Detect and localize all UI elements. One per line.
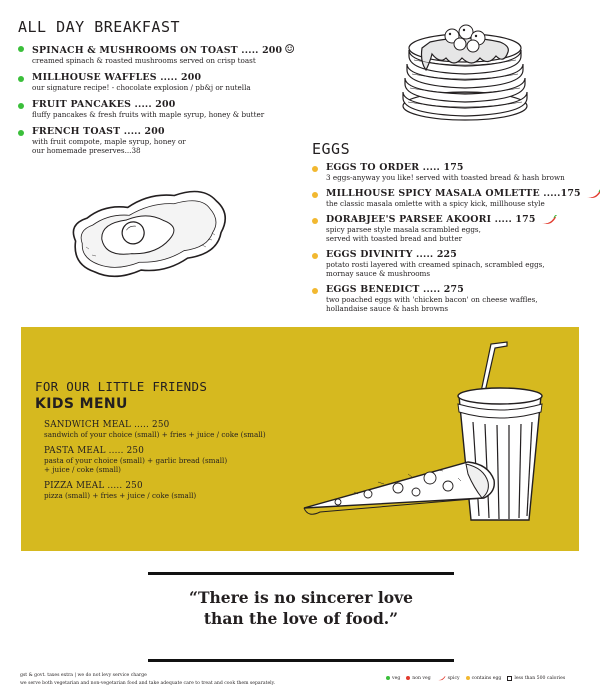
item-desc: the classic masala omlette with a spicy kick, millhouse style (326, 199, 545, 208)
low-calorie-icon (507, 676, 512, 681)
item-title: EGGS TO ORDER ..... 175 (326, 162, 464, 173)
item-title: PASTA MEAL ..... 250 (44, 446, 145, 456)
chili-icon (541, 215, 557, 225)
item-desc: two poached eggs with 'chicken bacon' on cheese waffles, (326, 295, 538, 304)
item-desc: potato rosti layered with creamed spinach, scrambled eggs, (326, 260, 545, 269)
breakfast-section (18, 18, 338, 162)
veg-dot-icon (18, 76, 24, 82)
item-title: FRUIT PANCAKES ..... 200 (32, 99, 176, 110)
quote-line: than the love of food.” (203, 609, 399, 628)
item-title: MILLHOUSE WAFFLES ..... 200 (32, 72, 202, 83)
egg-dot-icon (312, 166, 318, 172)
item-desc: mornay sauce & mushrooms (326, 269, 431, 278)
item-desc: creamed spinach & roasted mushrooms served on crisp toast (32, 56, 256, 65)
item-title: SPINACH & MUSHROOMS ON TOAST ..... 200 (32, 45, 283, 56)
item-desc: pasta of your choice (small) + garlic bread (small) (44, 456, 228, 465)
menu-item (312, 162, 592, 182)
pancake-stack-icon (390, 18, 540, 128)
egg-dot-icon (312, 218, 318, 224)
eggs-section (312, 140, 592, 319)
legend (386, 675, 565, 681)
menu-item (18, 72, 338, 92)
footer-notes (20, 672, 275, 688)
veg-dot-icon (18, 46, 24, 52)
menu-item (18, 126, 338, 155)
menu-item (44, 420, 324, 439)
kids-menu-list (44, 420, 324, 507)
veg-dot-icon (18, 130, 24, 136)
menu-item (44, 481, 324, 500)
item-title: EGGS BENEDICT ..... 275 (326, 284, 464, 295)
menu-item (44, 446, 324, 474)
veg-dot-icon (386, 676, 390, 680)
item-desc: sandwich of your choice (small) + fries + juice / coke (small) (44, 430, 266, 439)
item-title: PIZZA MEAL ..... 250 (44, 481, 143, 491)
menu-item (18, 99, 338, 119)
menu-item (312, 284, 592, 313)
item-desc: served with toasted bread and butter (326, 234, 463, 243)
menu-item (18, 42, 338, 65)
legend-spicy: spicy (437, 675, 460, 681)
legend-nonveg: non veg (406, 676, 430, 681)
item-desc: spicy parsee style masala scrambled eggs, (326, 225, 481, 234)
menu-item (312, 188, 592, 208)
egg-dot-icon (312, 253, 318, 259)
footer-note: gst & govt. taxes extra | we do not levy service charge (20, 673, 147, 678)
eggs-title: EGGS (312, 140, 351, 158)
kids-subtitle: FOR OUR LITTLE FRIENDS (35, 379, 208, 394)
item-desc: our signature recipe! - chocolate explosion / pb&j or nutella (32, 83, 251, 92)
chili-icon (586, 189, 600, 199)
egg-on-toast-icon (62, 185, 242, 285)
item-title: DORABJEE'S PARSEE AKOORI ..... 175 (326, 214, 536, 225)
chili-icon (437, 675, 446, 681)
menu-item (312, 249, 592, 278)
egg-dot-icon (312, 288, 318, 294)
nonveg-dot-icon (406, 676, 410, 680)
smiley-icon: ☺︎ (284, 42, 296, 56)
item-desc: 3 eggs-anyway you like! served with toasted bread & hash brown (326, 173, 565, 182)
item-title: MILLHOUSE SPICY MASALA OMLETTE .....175 (326, 188, 581, 199)
legend-veg: veg (386, 676, 400, 681)
item-desc: hollandaise sauce & hash browns (326, 304, 449, 313)
item-title: FRENCH TOAST ..... 200 (32, 126, 165, 137)
item-title: EGGS DIVINITY ..... 225 (326, 249, 458, 260)
breakfast-title: ALL DAY BREAKFAST (18, 18, 181, 36)
legend-egg: contains egg (466, 676, 502, 681)
quote-block (148, 572, 454, 662)
legend-calories: less than 500 calories (507, 676, 565, 681)
quote-line: “There is no sincerer love (189, 588, 413, 607)
egg-dot-icon (466, 676, 470, 680)
footer-note: we serve both vegetarian and non-vegetarian food and take adequate care to treat and cook them separately. (20, 681, 276, 686)
item-desc: pizza (small) + fries + juice / coke (small) (44, 491, 197, 500)
kids-title: KIDS MENU (35, 396, 128, 412)
item-desc: + juice / coke (small) (44, 465, 121, 474)
egg-dot-icon (312, 192, 318, 198)
item-title: SANDWICH MEAL ..... 250 (44, 420, 170, 430)
item-desc: with fruit compote, maple syrup, honey or (32, 137, 186, 146)
item-desc: fluffy pancakes & fresh fruits with maple syrup, honey & butter (32, 110, 265, 119)
item-desc: our homemade preserves...38 (32, 146, 141, 155)
veg-dot-icon (18, 103, 24, 109)
menu-item (312, 214, 592, 243)
pizza-slice-icon (298, 452, 498, 532)
